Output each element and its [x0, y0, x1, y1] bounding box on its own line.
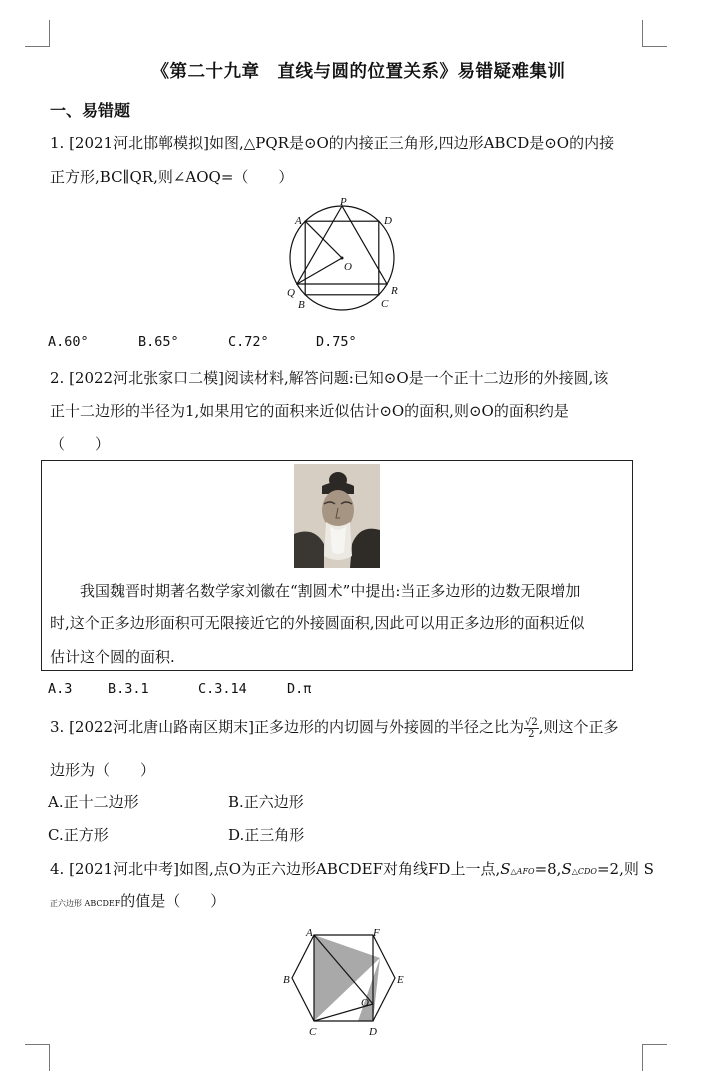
material-line3: 估计这个圆的面积.: [50, 648, 175, 666]
q1-text-line1: 1. [2021河北邯郸模拟]如图,△PQR是⊙O的内接正三角形,四边形ABCD是⊙O的内接: [50, 134, 615, 152]
material-line1: 我国魏晋时期著名数学家刘徽在“割圆术”中提出:当正多边形的边数无限增加: [50, 582, 581, 600]
liu-hui-portrait: [294, 464, 380, 568]
q4-s2-value: =2,则 S: [596, 860, 654, 878]
label-d: D: [384, 215, 392, 227]
crop-mark-top-right: [642, 20, 667, 47]
q1-text-line2: 正方形,BC∥QR,则∠AOQ=（ ）: [50, 168, 294, 186]
q3-text-line1: [50, 716, 618, 740]
q1-option-c: C.72°: [228, 334, 269, 350]
q4-s1-label: S: [500, 860, 511, 878]
q2-option-c: C.3.14: [198, 681, 247, 697]
q4-text-before: 4. [2021河北中考]如图,点O为正六边形ABCDEF对角线FD上一点,: [50, 860, 501, 878]
segment-ao: [305, 221, 342, 258]
label-e: E: [397, 974, 404, 986]
q4-s1-sub: △AFO: [510, 867, 535, 876]
material-line2: 时,这个正多边形面积可无限接近它的外接圆面积,因此可以用正多边形的面积近似: [50, 614, 585, 632]
label-d: D: [369, 1026, 377, 1038]
q3-text-before: 3. [2022河北唐山路南区期末]正多边形的内切圆与外接圆的半径之比为: [50, 718, 524, 736]
q2-option-a: A.3: [48, 681, 73, 697]
segment-qo: [297, 258, 342, 284]
q2-text-line1: 2. [2022河北张家口二模]阅读材料,解答问题:已知⊙O是一个正十二边形的外接圆,该: [50, 369, 609, 387]
q4-text-after: 的值是（ ）: [120, 892, 226, 910]
crop-mark-top-left: [25, 20, 50, 47]
label-o: O: [344, 261, 352, 273]
q3-option-d: D.正三角形: [228, 826, 305, 844]
q3-fraction-den: 2: [528, 728, 535, 740]
q4-hexagon-sub: 正六边形 ABCDEF: [50, 899, 121, 908]
label-q: Q: [287, 287, 295, 299]
q4-s2-sub: △CDO: [571, 867, 597, 876]
q3-option-c: C.正方形: [48, 826, 109, 844]
triangle-pqr: [297, 206, 387, 284]
label-a: A: [306, 927, 313, 939]
q3-text-after: ,则这个正多: [538, 718, 619, 736]
crop-mark-bottom-left: [25, 1044, 50, 1071]
q1-circle-figure: [280, 196, 410, 316]
q2-option-d: D.π: [287, 681, 312, 697]
label-p: P: [340, 196, 347, 208]
portrait-image: [294, 464, 380, 568]
q3-fraction-num: √2: [524, 716, 538, 728]
q4-text-line1: [50, 858, 654, 879]
q2-text-line3: （ ）: [50, 435, 111, 453]
q3-fraction: [524, 717, 539, 740]
page-title: 《第二十九章 直线与圆的位置关系》易错疑难集训: [151, 62, 566, 82]
section-heading: 一、易错题: [50, 101, 131, 120]
q1-option-a: A.60°: [48, 334, 89, 350]
label-a: A: [295, 215, 302, 227]
q4-text-line2: [50, 890, 225, 911]
label-c: C: [309, 1026, 317, 1038]
q4-s2-label: S: [561, 860, 572, 878]
center-point: [341, 257, 344, 260]
q1-option-d: D.75°: [316, 334, 357, 350]
label-b: B: [283, 974, 290, 986]
crop-mark-bottom-right: [642, 1044, 667, 1071]
q4-s1-value: =8,: [534, 860, 562, 878]
label-f: F: [373, 927, 380, 939]
label-c: C: [381, 298, 389, 310]
label-r: R: [391, 285, 398, 297]
q2-text-line2: 正十二边形的半径为1,如果用它的面积来近似估计⊙O的面积,则⊙O的面积约是: [50, 402, 569, 420]
q3-option-b: B.正六边形: [228, 793, 304, 811]
q1-option-b: B.65°: [138, 334, 179, 350]
label-b: B: [298, 299, 305, 311]
q4-hexagon-figure: [280, 922, 410, 1042]
q3-option-a: A.正十二边形: [48, 793, 139, 811]
q2-option-b: B.3.1: [108, 681, 149, 697]
q3-text-line2: 边形为（ ）: [50, 761, 156, 779]
label-o: O: [361, 997, 369, 1009]
